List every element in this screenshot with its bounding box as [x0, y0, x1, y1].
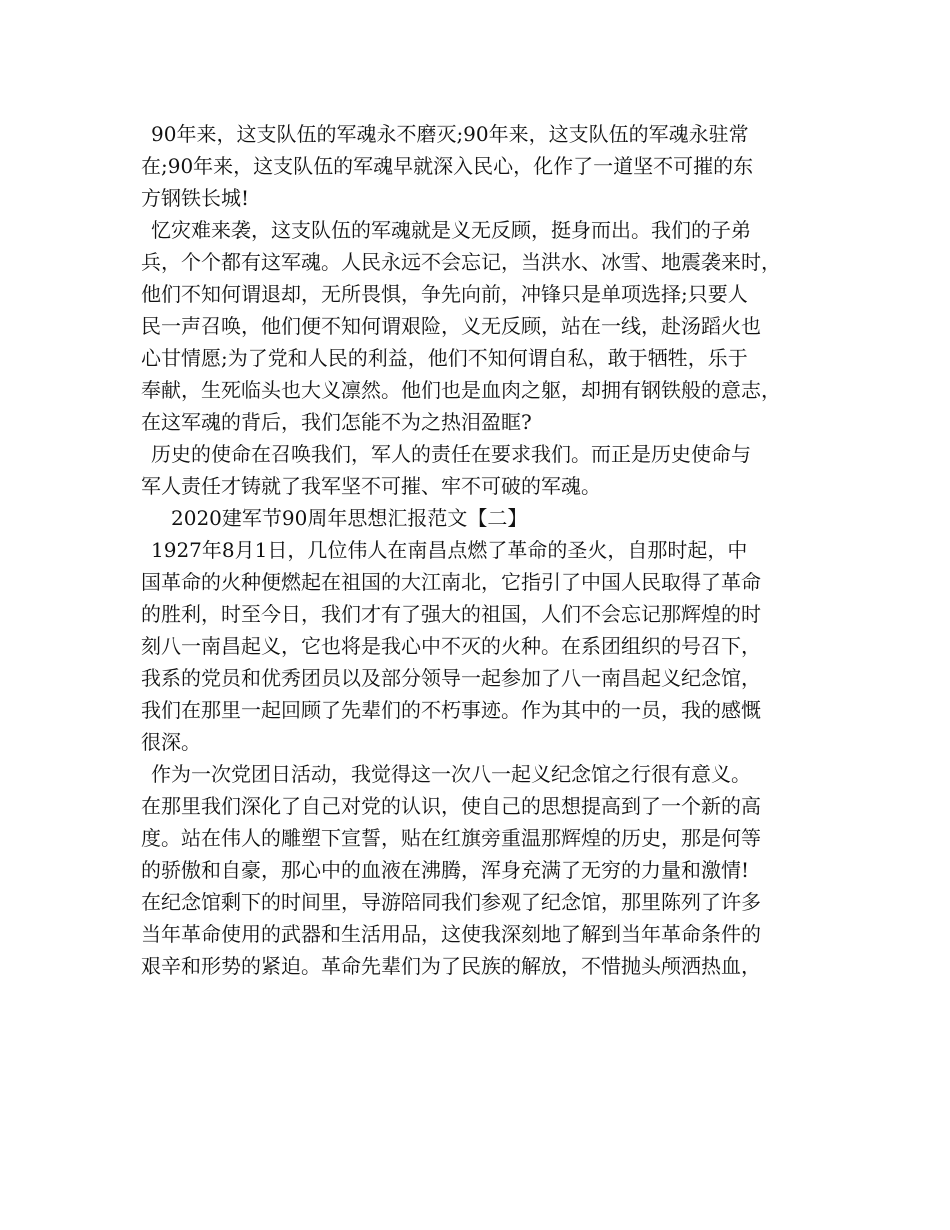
- text-line: 刻八一南昌起义，它也将是我心中不灭的火种。在系团组织的号召下，: [141, 634, 761, 658]
- paragraph-disaster: [141, 214, 831, 438]
- text-line: 我们在那里一起回顾了先辈们的不朽事迹。作为其中的一员，我的感慨: [141, 698, 761, 722]
- text-line: 我系的党员和优秀团员以及部分领导一起参加了八一南昌起义纪念馆，: [141, 666, 761, 690]
- paragraph-history-mission: [141, 438, 831, 502]
- text-line: 的骄傲和自豪，那心中的血液在沸腾，浑身充满了无穷的力量和激情!: [141, 858, 750, 882]
- text-line: 方钢铁长城!: [141, 186, 250, 210]
- paragraph-activity: [141, 758, 831, 982]
- text-line: 当年革命使用的武器和生活用品，这使我深刻地了解到当年革命条件的: [141, 922, 761, 946]
- text-line: 忆灾难来袭，这支队伍的军魂就是义无反顾，挺身而出。我们的子弟: [151, 218, 751, 242]
- text-line: 的胜利，时至今日，我们才有了强大的祖国，人们不会忘记那辉煌的时: [141, 602, 761, 626]
- text-line: 作为一次党团日活动，我觉得这一次八一起义纪念馆之行很有意义。: [151, 762, 751, 786]
- text-line: 在纪念馆剩下的时间里，导游陪同我们参观了纪念馆，那里陈列了许多: [141, 890, 761, 914]
- paragraph-1927: [141, 534, 831, 758]
- text-line: 他们不知何谓退却，无所畏惧，争先向前，冲锋只是单项选择;只要人: [141, 282, 748, 306]
- text-line: 国革命的火种便燃起在祖国的大江南北，它指引了中国人民取得了革命: [141, 570, 761, 594]
- text-line: 在;90年来，这支队伍的军魂早就深入民心，化作了一道坚不可摧的东: [141, 154, 754, 178]
- text-line: 在那里我们深化了自己对党的认识，使自己的思想提高到了一个新的高: [141, 794, 761, 818]
- text-line: 90年来，这支队伍的军魂永不磨灭;90年来，这支队伍的军魂永驻常: [151, 122, 749, 146]
- text-line: 军人责任才铸就了我军坚不可摧、牢不可破的军魂。: [141, 474, 601, 498]
- paragraph-90-years: [141, 118, 831, 214]
- text-line: 在这军魂的背后，我们怎能不为之热泪盈眶?: [141, 410, 532, 434]
- text-line: 民一声召唤，他们便不知何谓艰险，义无反顾，站在一线，赴汤蹈火也: [141, 314, 761, 338]
- section-heading: [141, 502, 831, 534]
- text-line: 心甘情愿;为了党和人民的利益，他们不知何谓自私，敢于牺牲，乐于: [141, 346, 748, 370]
- text-line: 奉献，生死临头也大义凛然。他们也是血肉之躯，却拥有钢铁般的意志，: [141, 378, 781, 402]
- document-body: [141, 118, 831, 982]
- section-heading-text: 2020建军节90周年思想汇报范文【二】: [171, 506, 528, 530]
- text-line: 度。站在伟人的雕塑下宣誓，贴在红旗旁重温那辉煌的历史，那是何等: [141, 826, 761, 850]
- text-line: 历史的使命在召唤我们，军人的责任在要求我们。而正是历史使命与: [151, 442, 751, 466]
- text-line: 很深。: [141, 730, 201, 754]
- text-line: 1927年8月1日，几位伟人在南昌点燃了革命的圣火，自那时起，中: [151, 538, 748, 562]
- text-line: 艰辛和形势的紧迫。革命先辈们为了民族的解放，不惜抛头颅洒热血，: [141, 954, 761, 978]
- text-line: 兵，个个都有这军魂。人民永远不会忘记，当洪水、冰雪、地震袭来时，: [141, 250, 781, 274]
